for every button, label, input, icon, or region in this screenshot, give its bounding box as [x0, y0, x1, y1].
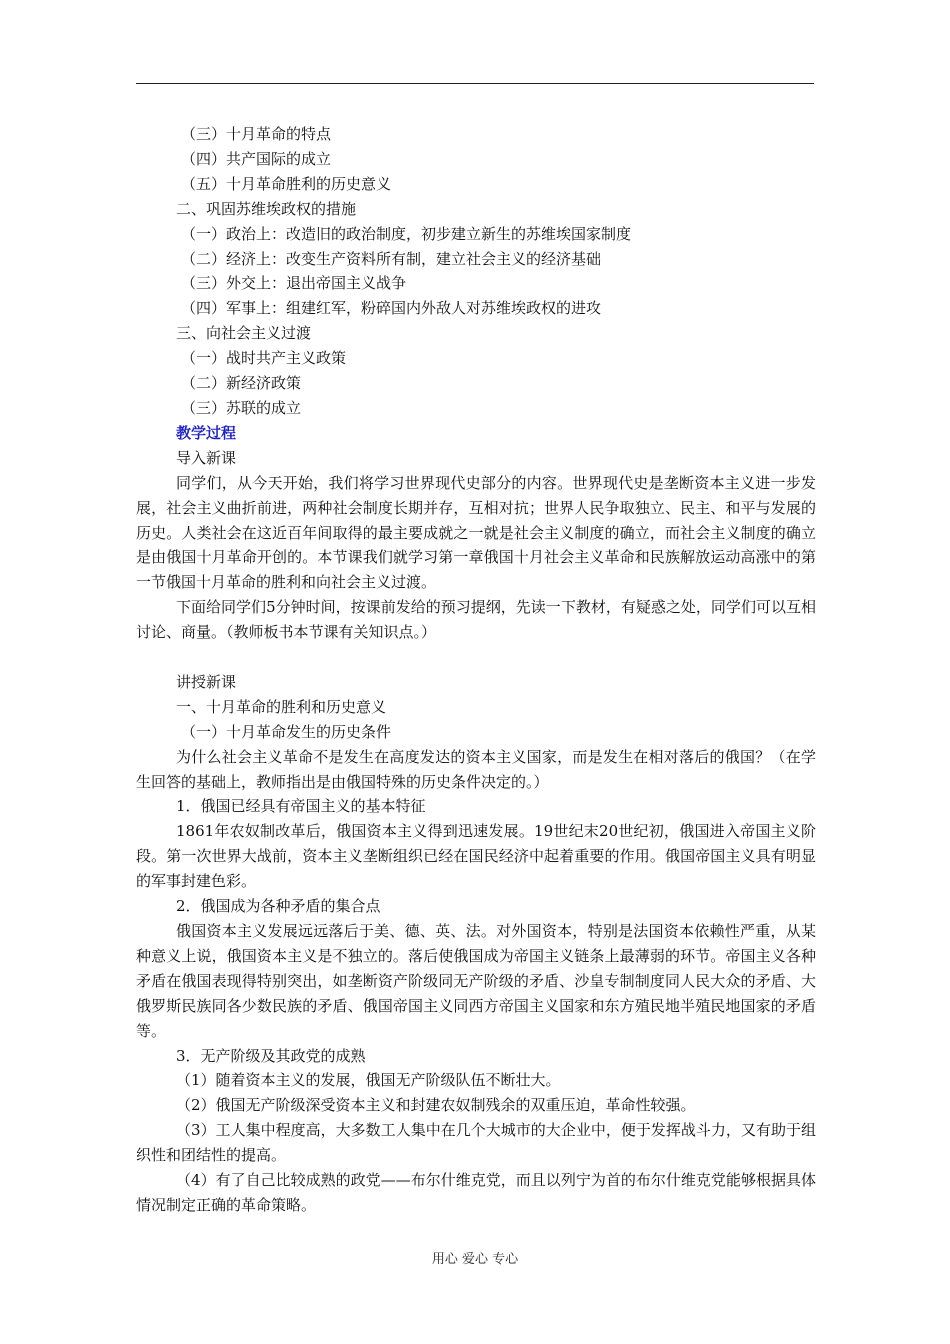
point-paragraph: 1861年农奴制改革后，俄国资本主义得到迅速发展。19世纪末20世纪初，俄国进入帝国主义阶段。第一次世界大战前，资本主义垄断组织已经在国民经济中起着重要的作用。俄国帝国主义具有明显的军事封建色彩。 — [136, 822, 816, 891]
lecture-section-title: 一、十月革命的胜利和历史意义 — [176, 697, 387, 716]
point-paragraph: 俄国资本主义发展远远落后于美、德、英、法。对外国资本，特别是法国资本依赖性严重，从某种意义上说，俄国资本主义是不独立的。落后使俄国成为帝国主义链条上最薄弱的环节。帝国主义各种矛盾在俄国表现得特别突出，如垄断资产阶级同无产阶级的矛盾、沙皇专制制度同人民大众的矛盾、大俄罗斯民族同各少数民族的矛盾、俄国帝国主义同西方帝国主义国家和东方殖民地半殖民地国家的矛盾等。 — [136, 921, 816, 1040]
point-title: 1．俄国已经具有帝国主义的基本特征 — [176, 797, 426, 816]
lecture-subsection-title: （一）十月革命发生的历史条件 — [181, 722, 392, 741]
intro-heading: 导入新课 — [176, 448, 237, 467]
page-footer: 用心 爱心 专心 — [431, 1252, 519, 1267]
outline-item: （三）苏联的成立 — [181, 398, 302, 417]
point-title: 3．无产阶级及其政党的成熟 — [176, 1046, 366, 1065]
point-title: 2．俄国成为各种矛盾的集合点 — [176, 897, 381, 916]
outline-list — [136, 122, 816, 421]
question-paragraph: 为什么社会主义革命不是发生在高度发达的资本主义国家，而是发生在相对落后的俄国？（在学生回答的基础上，教师指出是由俄国特殊的历史条件决定的。） — [136, 747, 816, 791]
outline-item: （一）政治上：改造旧的政治制度，初步建立新生的苏维埃国家制度 — [181, 224, 632, 243]
section-title: 教学过程 — [176, 423, 237, 442]
intro-paragraph: 下面给同学们5分钟时间，按课前发给的预习提纲，先读一下教材，有疑惑之处，同学们可以互相讨论、商量。（教师板书本节课有关知识点。） — [136, 598, 816, 642]
point-item: （1）随着资本主义的发展，俄国无产阶级队伍不断壮大。 — [176, 1071, 561, 1090]
intro-paragraph: 同学们，从今天开始，我们将学习世界现代史部分的内容。世界现代史是垄断资本主义进一步发展，社会主义曲折前进，两种社会制度长期并存，互相对抗；世界人民争取独立、民主、和平与发展的历史。人类社会在这近百年间取得的最主要成就之一就是社会主义制度的确立，而社会主义制度的确立是由俄国十月革命开创的。本节课我们就学习第一章俄国十月社会主义革命和民族解放运动高涨中的第一节俄国十月革命的胜利和向社会主义过渡。 — [136, 473, 816, 592]
document-body — [136, 122, 816, 1218]
outline-item: （二）经济上：改变生产资料所有制，建立社会主义的经济基础 — [181, 249, 602, 268]
outline-item: （三）外交上：退出帝国主义战争 — [181, 274, 407, 293]
lecture-heading: 讲授新课 — [176, 672, 237, 691]
outline-item: （二）新经济政策 — [181, 374, 302, 393]
outline-item: 二、巩固苏维埃政权的措施 — [176, 199, 357, 218]
outline-item: （一）战时共产主义政策 — [181, 349, 347, 368]
point-item: （3）工人集中程度高，大多数工人集中在几个大城市的大企业中，便于发挥战斗力，又有助于组织性和团结性的提高。 — [136, 1121, 816, 1165]
outline-item: （五）十月革命胜利的历史意义 — [181, 174, 392, 193]
blank-line — [136, 645, 816, 670]
outline-item: （四）共产国际的成立 — [181, 149, 332, 168]
header-rule — [136, 83, 814, 84]
outline-item: （三）十月革命的特点 — [181, 125, 332, 143]
point-item: （4）有了自己比较成熟的政党——布尔什维克党，而且以列宁为首的布尔什维克党能够根据具体情况制定正确的革命策略。 — [136, 1171, 816, 1214]
outline-item: 三、向社会主义过渡 — [176, 324, 312, 343]
point-item: （2）俄国无产阶级深受资本主义和封建农奴制残余的双重压迫，革命性较强。 — [176, 1096, 696, 1115]
outline-item: （四）军事上：组建红军，粉碎国内外敌人对苏维埃政权的进攻 — [181, 299, 602, 318]
